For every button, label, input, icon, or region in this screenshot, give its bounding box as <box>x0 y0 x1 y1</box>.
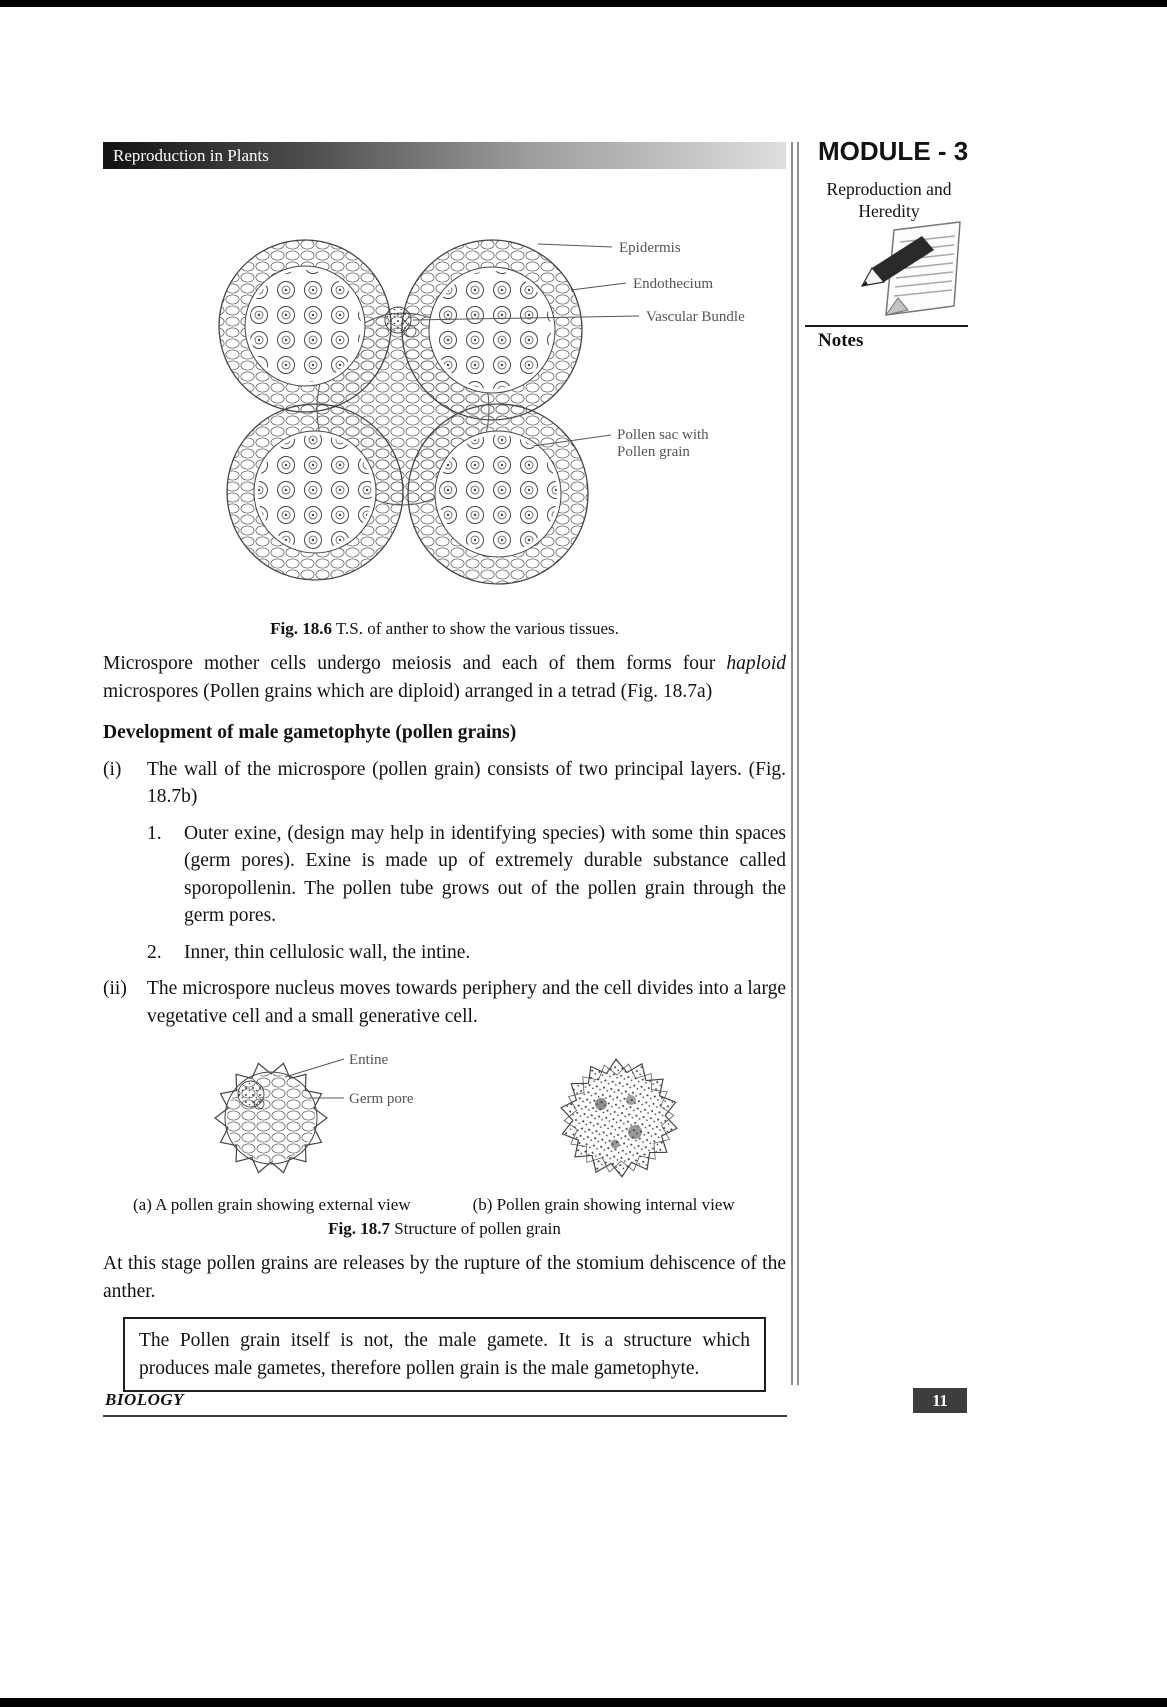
pollen-grain-internal-view-drawing <box>539 1044 707 1190</box>
list-item-2 <box>147 939 786 967</box>
scan-edge-bottom <box>0 1698 1167 1707</box>
figure-18-6-number: Fig. 18.6 <box>270 619 332 638</box>
paragraph-microspore-italic: haploid <box>726 653 786 674</box>
list-text: Outer exine, (design may help in identifying species) with some thin spaces (germ pores). Exine is made up of extremely durable substance called sporopollenin. The pollen tube grows out of the pollen grain through the germ pores. <box>184 822 786 926</box>
module-subtitle-line2: Heredity <box>858 201 920 221</box>
paragraph-microspore-part1: Microspore mother cells undergo meiosis and each of them forms four <box>103 653 727 674</box>
figure-18-7-caption <box>103 1218 786 1240</box>
pollen-grain-external-view-drawing <box>181 1044 451 1190</box>
figure-18-7-drawings <box>103 1044 786 1190</box>
key-note-box <box>123 1317 766 1392</box>
list-text: The microspore nucleus moves towards periphery and the cell divides into a large vegetative cell and a small generative cell. <box>147 978 786 1027</box>
list-text: Inner, thin cellulosic wall, the intine. <box>184 941 471 963</box>
paragraph-microspore <box>103 650 786 705</box>
label-endothecium: Endothecium <box>633 276 713 292</box>
paragraph-microspore-part2: microspores (Pollen grains which are diploid) arranged in a tetrad (Fig. 18.7a) <box>103 680 713 702</box>
section-heading-male-gametophyte: Development of male gametophyte (pollen grains) <box>103 722 517 743</box>
label-vascular-bundle: Vascular Bundle <box>646 309 745 325</box>
notes-label: Notes <box>818 330 864 351</box>
figure-18-7-caption-text: Structure of pollen grain <box>394 1219 561 1238</box>
list-marker: 1. <box>147 822 162 844</box>
paragraph-pollen-release: At this stage pollen grains are releases by the rupture of the stomium dehiscence of the anther. <box>103 1253 786 1302</box>
anther-lobe-bottom-left <box>227 404 403 580</box>
notes-icon <box>856 218 968 322</box>
module-title: MODULE - 3 <box>818 136 969 166</box>
anther-lobe-bottom-right <box>408 404 588 584</box>
label-germ-pore: Germ pore <box>349 1091 414 1107</box>
figure-18-6-caption <box>103 618 786 640</box>
list-text: The wall of the microspore (pollen grain) consists of two principal layers. (Fig. 18.7b) <box>147 758 786 807</box>
column-divider <box>791 142 799 1385</box>
module-subtitle-line1: Reproduction and <box>826 179 952 199</box>
figure-18-7-number: Fig. 18.7 <box>328 1219 390 1238</box>
list-marker: (ii) <box>103 978 127 999</box>
label-pollen-sac-line2: Pollen grain <box>617 444 690 460</box>
figure-18-7-subcaptions <box>103 1194 786 1216</box>
chapter-title: Reproduction in Plants <box>113 146 269 165</box>
caption-a: (a) A pollen grain showing external view <box>133 1195 411 1214</box>
footer-subject: BIOLOGY <box>105 1390 185 1409</box>
key-note-text: The Pollen grain itself is not, the male gamete. It is a structure which produces male gametes, therefore pollen grain is the male gametophyte. <box>139 1330 750 1379</box>
list-marker: (i) <box>103 758 122 780</box>
main-content <box>103 170 786 1392</box>
anther-lobe-top-left <box>219 240 391 412</box>
list-item-i <box>103 756 786 811</box>
module-subtitle <box>800 178 978 222</box>
chapter-header-bar <box>103 142 786 169</box>
figure-18-7 <box>103 1044 786 1240</box>
label-entine: Entine <box>349 1052 389 1068</box>
page-number: 11 <box>913 1388 967 1413</box>
caption-b: (b) Pollen grain showing internal view <box>472 1195 735 1214</box>
anther-lobe-top-right <box>402 240 582 420</box>
notes-divider <box>805 325 968 327</box>
label-pollen-sac-line1: Pollen sac with <box>617 427 709 443</box>
list-item-1 <box>147 820 786 930</box>
anther-cross-section-drawing <box>165 228 777 610</box>
footer-rule <box>103 1415 787 1417</box>
list-item-ii <box>103 975 786 1030</box>
list-marker: 2. <box>147 941 162 963</box>
scan-edge-top <box>0 0 1167 7</box>
figure-18-6-caption-text: T.S. of anther to show the various tissues. <box>335 619 619 638</box>
label-epidermis: Epidermis <box>619 240 681 256</box>
